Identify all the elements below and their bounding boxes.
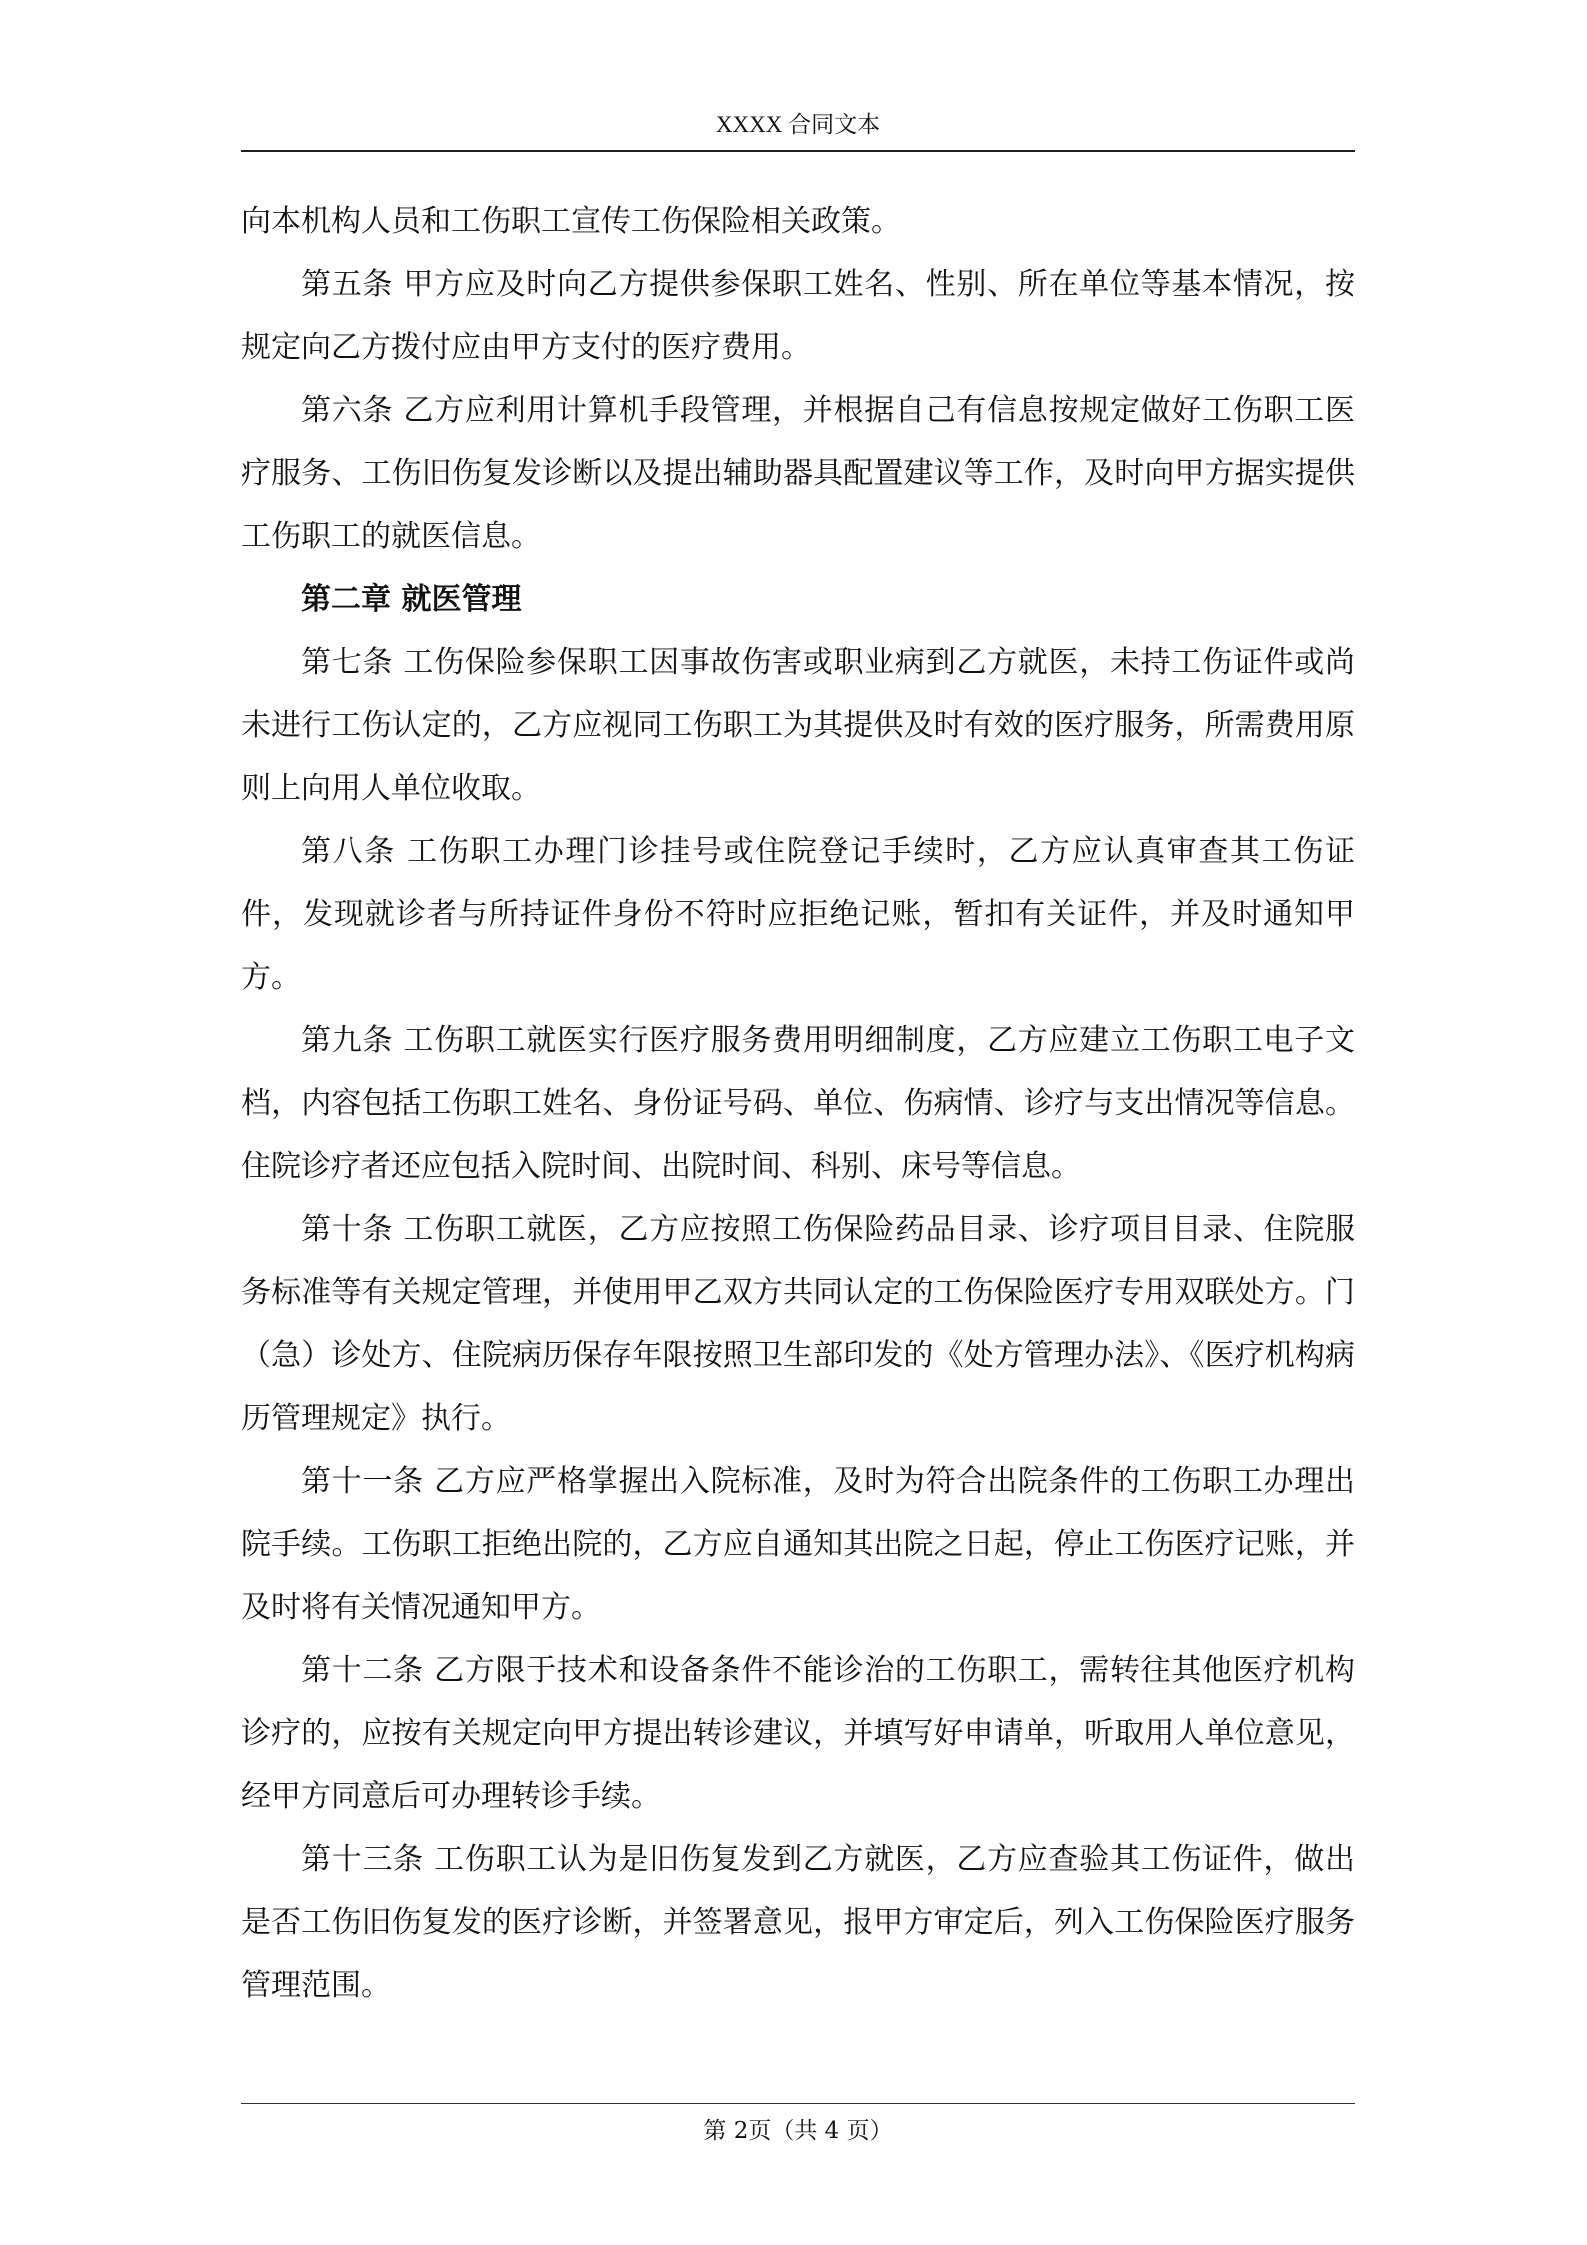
article-5: 第五条 甲方应及时向乙方提供参保职工姓名、性别、所在单位等基本情况，按规定向乙方拨付应由甲方支付的医疗费用。 bbox=[241, 267, 1355, 365]
article-13: 第十三条 工伤职工认为是旧伤复发到乙方就医，乙方应查验其工伤证件，做出是否工伤旧伤复发的医疗诊断，并签署意见，报甲方审定后，列入工伤保险医疗服务管理范围。 bbox=[241, 1842, 1355, 2003]
article-12: 第十二条 乙方限于技术和设备条件不能诊治的工伤职工，需转往其他医疗机构诊疗的，应按有关规定向甲方提出转诊建议，并填写好申请单，听取用人单位意见，经甲方同意后可办理转诊手续。 bbox=[241, 1653, 1355, 1814]
article-11: 第十一条 乙方应严格掌握出入院标准，及时为符合出院条件的工伤职工办理出院手续。工伤职工拒绝出院的，乙方应自通知其出院之日起，停止工伤医疗记账，并及时将有关情况通知甲方。 bbox=[241, 1464, 1355, 1625]
article-8: 第八条 工伤职工办理门诊挂号或住院登记手续时，乙方应认真审查其工伤证件，发现就诊者与所持证件身份不符时应拒绝记账，暂扣有关证件，并及时通知甲方。 bbox=[241, 834, 1355, 995]
article-7: 第七条 工伤保险参保职工因事故伤害或职业病到乙方就医，未持工伤证件或尚未进行工伤认定的，乙方应视同工伤职工为其提供及时有效的医疗服务，所需费用原则上向用人单位收取。 bbox=[241, 645, 1355, 806]
footer-divider bbox=[241, 2103, 1355, 2104]
article-6: 第六条 乙方应利用计算机手段管理，并根据自己有信息按规定做好工伤职工医疗服务、工伤旧伤复发诊断以及提出辅助器具配置建议等工作，及时向甲方据实提供工伤职工的就医信息。 bbox=[241, 393, 1355, 554]
paragraph-continuation: 向本机构人员和工伤职工宣传工伤保险相关政策。 bbox=[241, 204, 901, 239]
article-10: 第十条 工伤职工就医，乙方应按照工伤保险药品目录、诊疗项目目录、住院服务标准等有关规定管理，并使用甲乙双方共同认定的工伤保险医疗专用双联处方。门（急）诊处方、住院病历保存年限按照卫生部印发的《处方管理办法》、《医疗机构病历管理规定》执行。 bbox=[241, 1212, 1355, 1436]
article-9: 第九条 工伤职工就医实行医疗服务费用明细制度，乙方应建立工伤职工电子文档，内容包括工伤职工姓名、身份证号码、单位、伤病情、诊疗与支出情况等信息。住院诊疗者还应包括入院时间、出院时间、科别、床号等信息。 bbox=[241, 1023, 1355, 1184]
header-title: XXXX 合同文本 bbox=[715, 112, 881, 137]
page-number: 第 2页（共 4 页） bbox=[703, 2118, 893, 2144]
chapter-2-heading: 第二章 就医管理 bbox=[301, 582, 522, 617]
contract-body bbox=[241, 190, 1355, 2017]
page-header bbox=[241, 108, 1355, 152]
page-footer bbox=[241, 2114, 1355, 2148]
